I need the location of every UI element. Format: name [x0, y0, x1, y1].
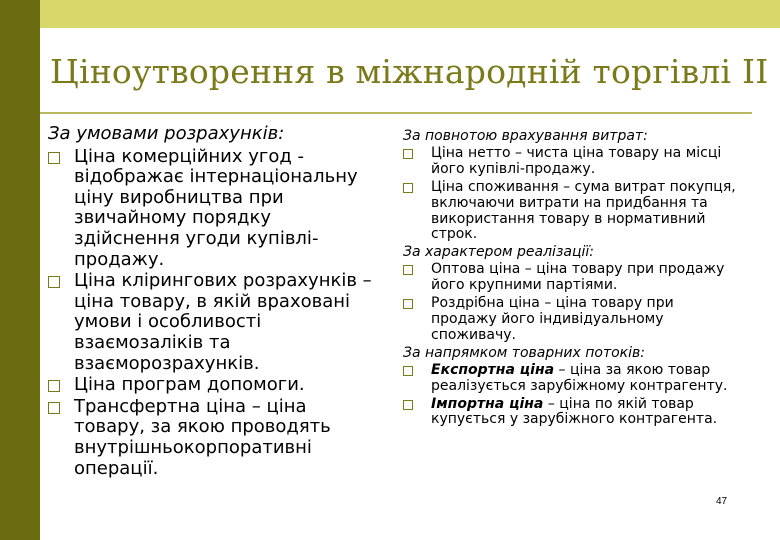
- left-accent-bar: [0, 28, 40, 540]
- square-bullet-icon: [403, 149, 413, 159]
- square-bullet-icon: [403, 265, 413, 275]
- section-heading-costs: За повнотою врахування витрат:: [403, 128, 648, 144]
- slide-title: Ціноутворення в міжнародній торгівлі ІІ: [50, 52, 769, 91]
- square-bullet-icon: [48, 276, 60, 288]
- square-bullet-icon: [403, 299, 413, 309]
- square-bullet-icon: [403, 183, 413, 193]
- top-accent-bar: [0, 0, 780, 28]
- title-divider: [40, 112, 752, 114]
- realization-list: [403, 262, 743, 344]
- square-bullet-icon: [403, 400, 413, 410]
- section-heading-realization: За характером реалізації:: [403, 244, 594, 261]
- section-heading-flows: За напрямком товарних потоків:: [403, 344, 645, 361]
- term-import-price: Імпортна ціна: [431, 395, 544, 412]
- left-heading: За умовами розрахунків:: [48, 123, 285, 144]
- list-item: Ціна програм допомоги.: [48, 375, 378, 396]
- list-item: Експортна ціна – ціна за якою товар реалізується зарубіжному контрагенту.: [403, 363, 743, 395]
- term-export-price: Експортна ціна: [431, 361, 555, 378]
- list-item: Роздрібна ціна – ціна товару при продажу його індивідуальному споживачу.: [403, 296, 743, 344]
- list-item: Трансфертна ціна – ціна товару, за якою проводять внутрішньокорпоративні операції.: [48, 397, 378, 479]
- list-item: Імпортна ціна – ціна по якій товар купується у зарубіжного контрагента.: [403, 397, 743, 429]
- list-item: Ціна комерційних угод - відображає інтернаціональну ціну виробництва при звичайному порядку здійснення угоди купівлі-продажу.: [48, 147, 378, 271]
- flows-list: [403, 363, 743, 429]
- square-bullet-icon: [48, 402, 60, 414]
- list-item: Оптова ціна – ціна товару при продажу його крупними партіями.: [403, 262, 743, 294]
- square-bullet-icon: [48, 152, 60, 164]
- square-bullet-icon: [48, 380, 60, 392]
- left-list: [48, 147, 378, 480]
- costs-list: [403, 146, 743, 243]
- list-item: Ціна нетто – чиста ціна товару на місці його купівлі-продажу.: [403, 146, 743, 178]
- page-number: 47: [716, 496, 728, 507]
- list-item: Ціна споживання – сума витрат покупця, включаючи витрати на придбання та використання товару в нормативний строк.: [403, 180, 743, 244]
- right-column: [403, 129, 743, 430]
- square-bullet-icon: [403, 366, 413, 376]
- list-item: Ціна клірингових розрахунків – ціна товару, в якій враховані умови і особливості взаємозаліків та взаєморозрахунків.: [48, 271, 378, 374]
- left-column: [48, 124, 378, 480]
